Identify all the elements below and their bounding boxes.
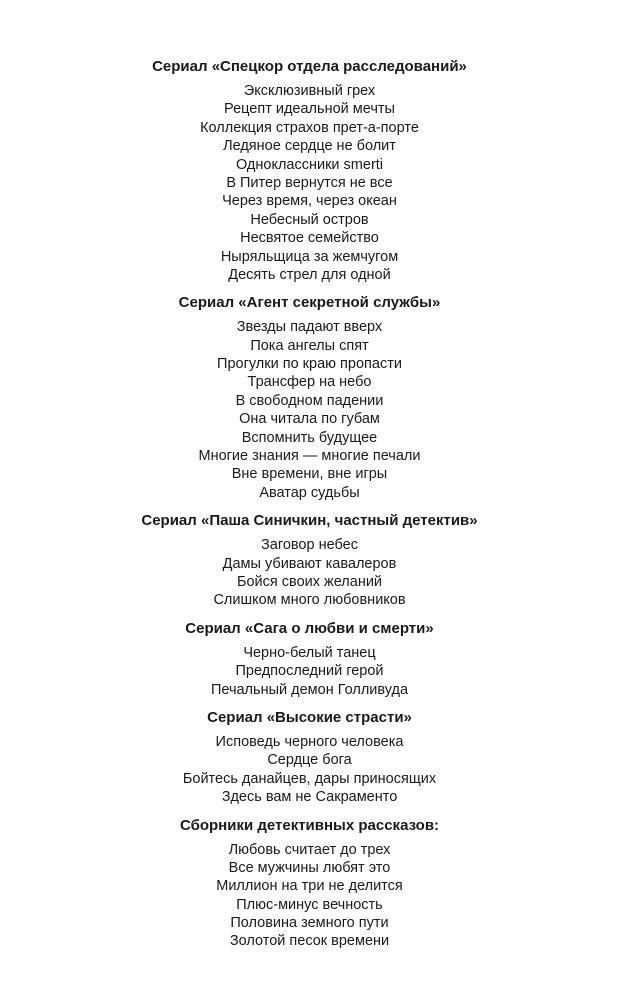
book-title: Она читала по губам [239,411,380,428]
section-agent [0,294,619,502]
book-title: Аватар судьбы [259,484,360,501]
book-title: Несвятое семейство [240,230,379,247]
section-title: Сериал «Высокие страсти» [207,708,412,726]
book-title: Предпоследний герой [235,663,384,680]
book-title: Ледяное сердце не болит [223,138,396,155]
section-title: Сборники детективных рассказов: [179,816,440,834]
section-vysokie-strasti [0,709,619,807]
book-list [0,318,619,502]
book-title: Эксклюзивный грех [243,83,376,99]
section-title: Сериал «Сага о любви и смерти» [185,619,434,637]
book-title: Слишком много любовников [213,592,406,609]
book-list [0,82,619,284]
book-title: Золотой песок времени [229,933,390,950]
section-saga [0,620,619,699]
section-title: Сериал «Агент секретной службы» [178,294,441,312]
book-title: Здесь вам не Сакраменто [221,789,398,806]
book-title: Любовь считает до трех [228,841,391,858]
section-title: Сериал «Паша Синичкин, частный детектив» [141,512,478,530]
section-story-collections [0,817,619,951]
book-list [0,841,619,951]
book-title: Дамы убивают кавалеров [222,555,397,572]
book-title: Черно-белый танец [243,644,376,661]
book-title: Вспомнить будущее [241,429,378,446]
book-title: Сердце бога [267,752,352,769]
book-title: Вне времени, вне игры [231,466,388,483]
book-title: Печальный демон Голливуда [210,681,409,698]
book-title: Бойтесь данайцев, дары приносящих [182,770,437,787]
book-title: Заговор небес [261,537,358,554]
book-title: Рецепт идеальной мечты [224,101,395,118]
book-list [0,536,619,610]
book-title: Пока ангелы спят [250,337,369,354]
book-title: Трансфер на небо [247,374,372,391]
book-title: Через время, через океан [222,193,397,210]
book-title: Ныряльщица за жемчугом [220,248,399,265]
book-title: Звезды падают вверх [236,319,383,336]
book-title: Одноклассники smerti [235,156,384,173]
book-title: Все мужчины любят это [228,859,391,876]
book-title: Коллекция страхов прет-а-порте [200,119,419,136]
book-title: Многие знания — многие печали [198,448,421,465]
book-list [0,644,619,699]
book-title: В свободном падении [235,392,384,409]
section-title: Сериал «Спецкор отдела расследований» [152,58,467,75]
book-list-page [0,58,619,951]
section-spetskor [0,58,619,284]
book-title: Прогулки по краю пропасти [217,356,402,373]
book-title: Половина земного пути [230,915,389,932]
book-title: Плюс-минус вечность [236,896,383,913]
section-pasha-sinichkin [0,512,619,610]
book-list [0,733,619,807]
book-title: Миллион на три не делится [216,878,403,895]
book-title: В Питер вернутся не все [226,174,393,191]
book-title: Исповедь черного человека [215,733,404,750]
book-title: Небесный остров [250,211,369,228]
book-title: Десять стрел для одной [228,266,391,283]
book-title: Бойся своих желаний [236,573,383,590]
